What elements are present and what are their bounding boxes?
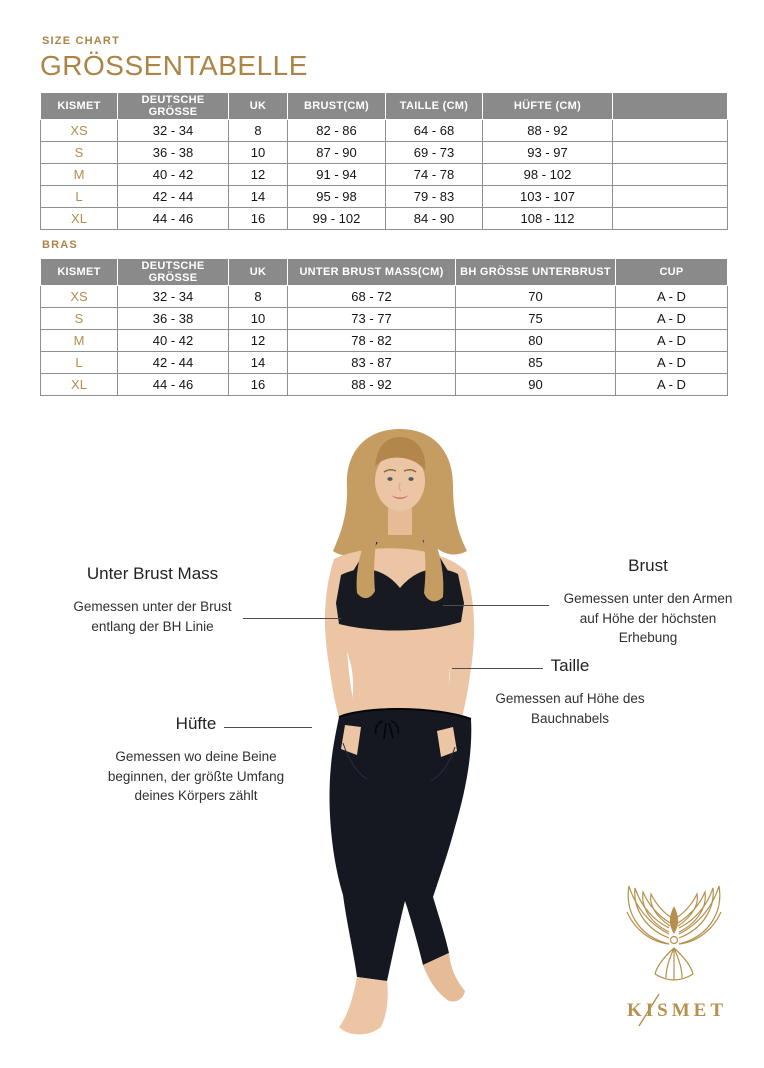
- cell: 32 - 34: [118, 286, 229, 308]
- cell: A - D: [616, 374, 728, 396]
- cell: 36 - 38: [118, 142, 229, 164]
- table-row: [41, 286, 728, 308]
- size-label-cell: XL: [41, 208, 118, 230]
- cell: 80: [456, 330, 616, 352]
- annotation-title: Brust: [628, 556, 668, 575]
- cell: [613, 120, 728, 142]
- column-header-cup: CUP: [616, 259, 728, 286]
- size-label-cell: XS: [41, 120, 118, 142]
- cell: A - D: [616, 308, 728, 330]
- table-row: [41, 330, 728, 352]
- column-header-deutsche-groesse: DEUTSCHE GRÖSSE: [118, 259, 229, 286]
- cell: 91 - 94: [288, 164, 386, 186]
- cell: 73 - 77: [288, 308, 456, 330]
- cell: 78 - 82: [288, 330, 456, 352]
- cell: 40 - 42: [118, 330, 229, 352]
- column-header-unterbrust-mass: UNTER BRUST MASS(CM): [288, 259, 456, 286]
- size-label-cell: M: [41, 330, 118, 352]
- cell: 42 - 44: [118, 186, 229, 208]
- cell: 84 - 90: [386, 208, 483, 230]
- annotation-description: Gemessen auf Höhe des Bauchnabels: [495, 691, 645, 726]
- size-label-cell: XS: [41, 286, 118, 308]
- table-header-row: [41, 259, 728, 286]
- size-label-cell: S: [41, 142, 118, 164]
- cell: 108 - 112: [483, 208, 613, 230]
- phoenix-bird-icon: [598, 866, 750, 1032]
- cell: 12: [229, 164, 288, 186]
- bras-section-label: BRAS: [42, 239, 78, 251]
- pointer-line-unter-brust: [243, 618, 341, 619]
- annotation-description: Gemessen unter den Armen auf Höhe der höchsten Erhebung: [563, 591, 733, 646]
- cell: [613, 186, 728, 208]
- size-label-cell: L: [41, 186, 118, 208]
- cell: 44 - 46: [118, 374, 229, 396]
- cell: 10: [229, 142, 288, 164]
- table-row: [41, 308, 728, 330]
- annotation-huefte: [96, 714, 296, 806]
- column-header-bh-groesse: BH GRÖSSE UNTERBRUST: [456, 259, 616, 286]
- cell: 64 - 68: [386, 120, 483, 142]
- table-row: [41, 374, 728, 396]
- annotation-description: Gemessen unter der Brust entlang der BH Linie: [73, 599, 232, 634]
- column-header-huefte: HÜFTE (CM): [483, 93, 613, 120]
- table-row: [41, 164, 728, 186]
- cell: 82 - 86: [288, 120, 386, 142]
- table-row: [41, 352, 728, 374]
- column-header-empty: [613, 93, 728, 120]
- cell: 14: [229, 186, 288, 208]
- cell: 95 - 98: [288, 186, 386, 208]
- column-header-kismet: KISMET: [41, 259, 118, 286]
- annotation-title: Hüfte: [175, 714, 217, 733]
- column-header-kismet: KISMET: [41, 93, 118, 120]
- table-row: [41, 186, 728, 208]
- cell: 8: [229, 120, 288, 142]
- table-row: [41, 142, 728, 164]
- cell: [613, 142, 728, 164]
- cell: A - D: [616, 330, 728, 352]
- cell: 36 - 38: [118, 308, 229, 330]
- size-label-cell: S: [41, 308, 118, 330]
- cell: 44 - 46: [118, 208, 229, 230]
- annotation-taille: [475, 656, 665, 728]
- cell: 74 - 78: [386, 164, 483, 186]
- cell: 32 - 34: [118, 120, 229, 142]
- cell: 10: [229, 308, 288, 330]
- cell: 8: [229, 286, 288, 308]
- brand-logo: [598, 866, 750, 1032]
- cell: 40 - 42: [118, 164, 229, 186]
- column-header-brust: BRUST(CM): [288, 93, 386, 120]
- pointer-line-brust: [443, 605, 549, 606]
- cell: 75: [456, 308, 616, 330]
- size-label-cell: L: [41, 352, 118, 374]
- cell: [613, 164, 728, 186]
- page-title: GRÖSSENTABELLE: [40, 50, 308, 81]
- cell: 88 - 92: [483, 120, 613, 142]
- annotation-title: Taille: [550, 656, 590, 675]
- cell: 70: [456, 286, 616, 308]
- size-label-cell: M: [41, 164, 118, 186]
- cell: 16: [229, 208, 288, 230]
- column-header-uk: UK: [229, 259, 288, 286]
- table-row: [41, 208, 728, 230]
- cell: 88 - 92: [288, 374, 456, 396]
- sizes-table: [40, 92, 728, 230]
- cell: 79 - 83: [386, 186, 483, 208]
- table-header-row: [41, 93, 728, 120]
- cell: 93 - 97: [483, 142, 613, 164]
- annotation-title: Unter Brust Mass: [86, 564, 219, 583]
- column-header-taille: TAILLE (CM): [386, 93, 483, 120]
- brand-name: KISMET: [626, 1000, 728, 1021]
- bras-table: [40, 258, 728, 396]
- cell: [613, 208, 728, 230]
- column-header-uk: UK: [229, 93, 288, 120]
- model-photo-illustration: [287, 425, 487, 1045]
- cell: 99 - 102: [288, 208, 386, 230]
- annotation-brust: [553, 556, 743, 648]
- annotation-description: Gemessen wo deine Beine beginnen, der größte Umfang deines Körpers zählt: [107, 749, 285, 804]
- column-header-deutsche-groesse: DEUTSCHE GRÖSSE: [118, 93, 229, 120]
- table-row: [41, 120, 728, 142]
- cell: 12: [229, 330, 288, 352]
- cell: 87 - 90: [288, 142, 386, 164]
- size-label-cell: XL: [41, 374, 118, 396]
- cell: 83 - 87: [288, 352, 456, 374]
- cell: 14: [229, 352, 288, 374]
- cell: 103 - 107: [483, 186, 613, 208]
- cell: 16: [229, 374, 288, 396]
- annotation-unter-brust-mass: [55, 564, 250, 636]
- page-eyebrow: SIZE CHART: [42, 35, 120, 47]
- cell: 68 - 72: [288, 286, 456, 308]
- cell: A - D: [616, 352, 728, 374]
- cell: 98 - 102: [483, 164, 613, 186]
- cell: 90: [456, 374, 616, 396]
- cell: A - D: [616, 286, 728, 308]
- cell: 42 - 44: [118, 352, 229, 374]
- cell: 69 - 73: [386, 142, 483, 164]
- cell: 85: [456, 352, 616, 374]
